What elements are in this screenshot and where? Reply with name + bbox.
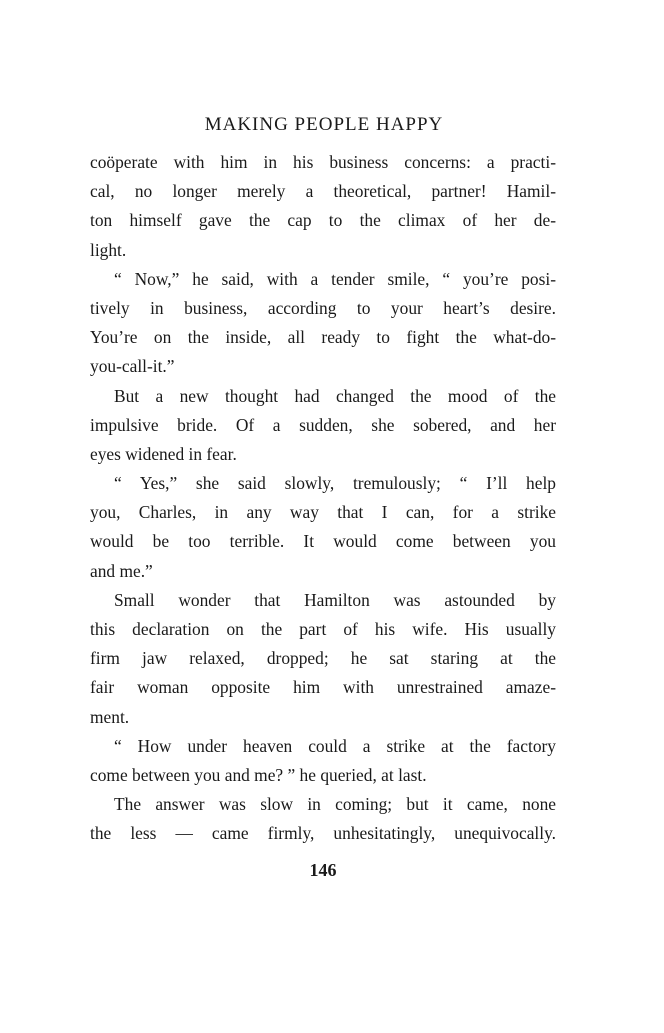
text-line: “ Yes,” she said slowly, tremulously; “ I’ll help	[114, 473, 556, 494]
running-head: MAKING PEOPLE HAPPY	[204, 114, 444, 135]
page-number: 146	[309, 860, 337, 880]
text-line: fair woman opposite him with unrestrained amaze-	[90, 677, 556, 698]
text-line: would be too terrible. It would come between you	[90, 531, 556, 552]
text-line: But a new thought had changed the mood of the	[114, 385, 556, 406]
text-line: and me.”	[90, 560, 153, 581]
text-line: you-call-it.”	[90, 356, 175, 377]
text-line: “ How under heaven could a strike at the factory	[114, 735, 556, 756]
body-text	[90, 148, 556, 849]
text-line: Small wonder that Hamilton was astounded by	[114, 589, 556, 610]
text-line: this declaration on the part of his wife. His usually	[90, 619, 556, 639]
text-line: the less — came firmly, unhesitatingly, unequivocally.	[90, 823, 556, 844]
text-line: tively in business, according to your heart’s desire.	[90, 297, 556, 318]
text-line: coöperate with him in his business concerns: a practi-	[90, 152, 556, 172]
text-line: ton himself gave the cap to the climax of her de-	[90, 210, 556, 231]
text-line: come between you and me? ” he queried, at last.	[90, 764, 427, 785]
text-line: impulsive bride. Of a sudden, she sobered, and her	[90, 414, 556, 435]
text-line: firm jaw relaxed, dropped; he sat staring at the	[90, 648, 556, 669]
text-line: cal, no longer merely a theoretical, partner! Hamil-	[90, 181, 556, 202]
text-line: you, Charles, in any way that I can, for a strike	[90, 502, 556, 523]
text-line: eyes widened in fear.	[90, 443, 237, 464]
text-line: light.	[90, 239, 127, 260]
text-line: You’re on the inside, all ready to fight the what-do-	[90, 327, 556, 348]
text-line: “ Now,” he said, with a tender smile, “ you’re posi-	[114, 268, 556, 289]
text-line: ment.	[90, 706, 130, 727]
text-line: The answer was slow in coming; but it came, none	[114, 794, 556, 815]
